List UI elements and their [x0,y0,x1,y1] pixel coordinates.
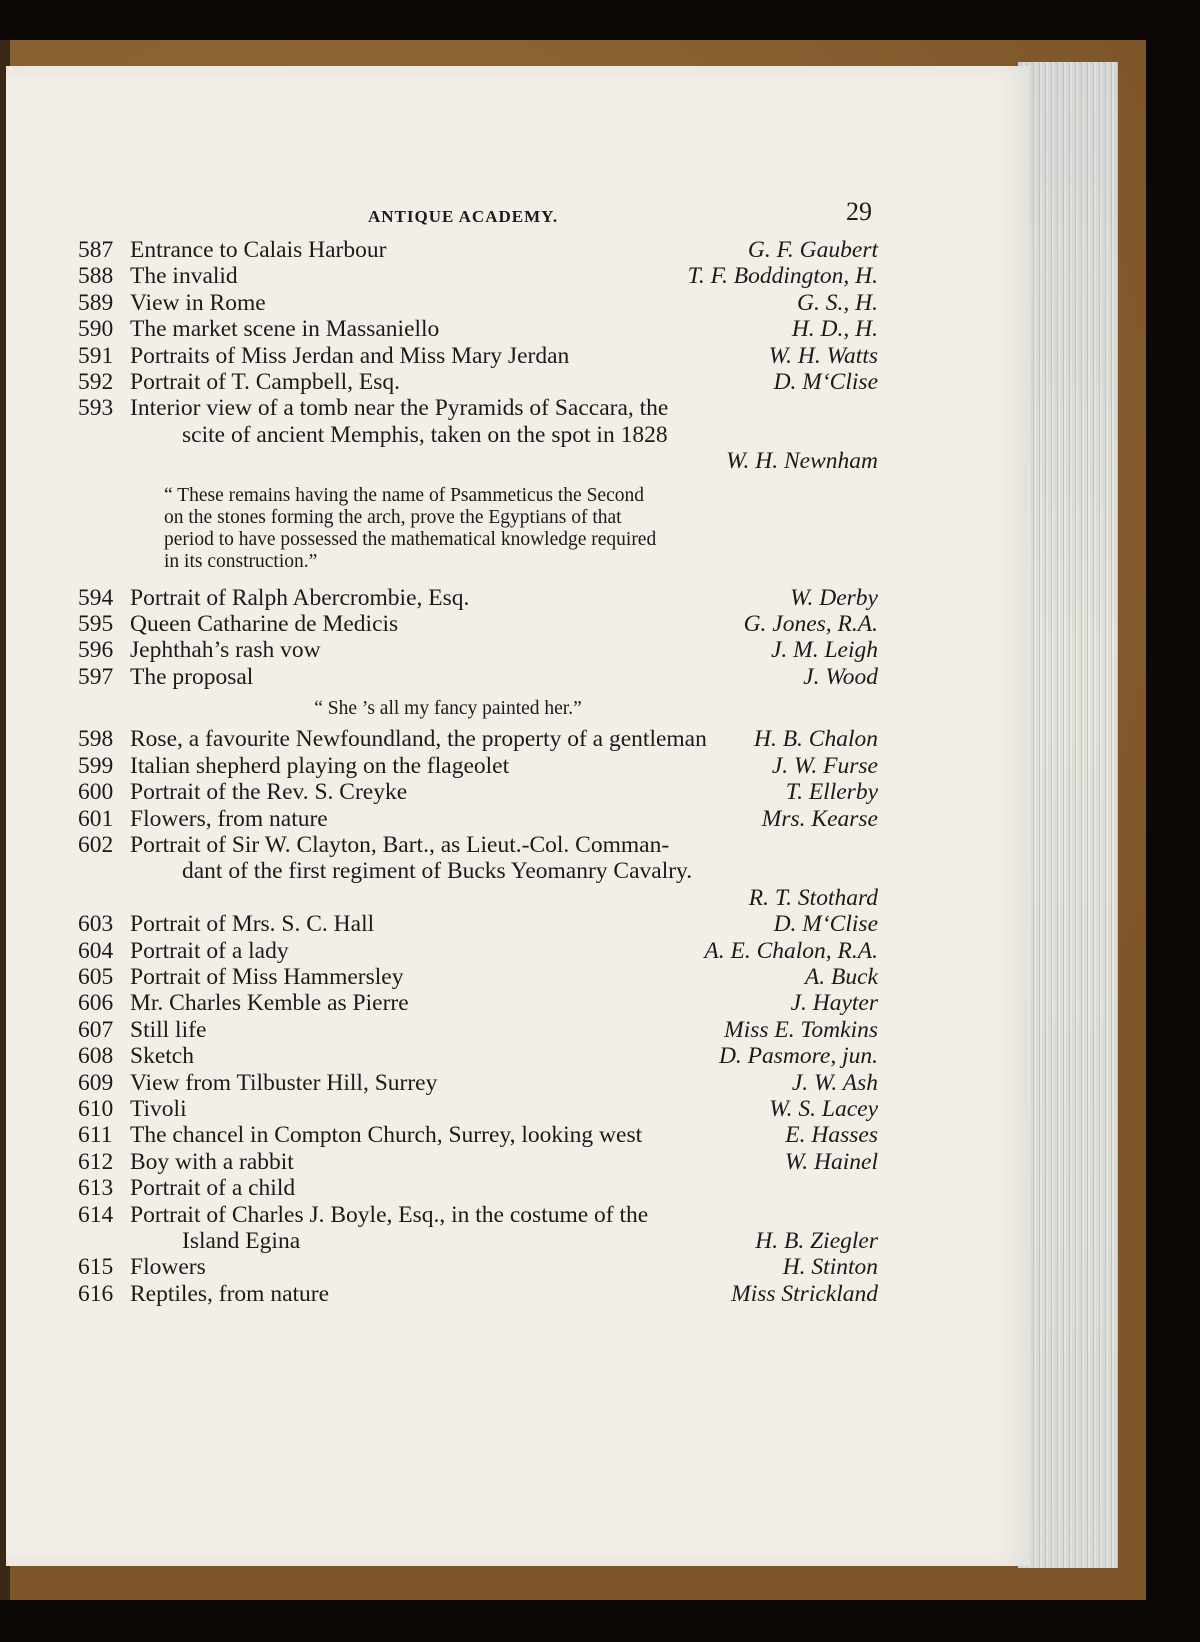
entry-number: 615 [78,1254,114,1281]
entry-artist: W. H. Watts [768,342,878,369]
catalogue-entry [78,369,878,395]
entry-title: Portrait of Ralph Abercrombie, Esq. [130,584,470,611]
entry-line [78,1122,878,1148]
quotation-line: in its construction.” [164,550,318,572]
catalogue-entry [78,395,878,572]
entry-number: 614 [78,1201,114,1228]
entry-quotation: “ She ’s all my fancy painted her.” [314,698,582,720]
entry-title: View in Rome [130,289,266,316]
entry-number: 608 [78,1043,114,1070]
entry-artist: J. Hayter [790,990,878,1017]
entry-line [78,1017,878,1043]
entry-number: 613 [78,1175,114,1202]
entry-quotation [78,485,768,573]
entry-line [78,832,878,858]
entry-line [78,369,878,395]
entry-title: The proposal [130,663,254,690]
catalogue-entry [78,316,878,342]
entry-artist: H. B. Ziegler [755,1227,878,1254]
page-edges [1018,62,1118,1568]
entry-artist: J. Wood [803,663,878,690]
catalogue-entry [78,1122,878,1148]
entry-title: Jephthah’s rash vow [130,637,321,664]
entry-number: 593 [78,395,114,422]
entry-line [78,1175,878,1201]
entry-number: 587 [78,237,114,263]
entry-title: Portrait of T. Campbell, Esq. [130,368,400,395]
quotation-line: “ These remains having the name of Psammeticus the Second [164,484,644,506]
catalogue-entry [78,911,878,937]
entry-line [78,1149,878,1175]
entry-artist-line [78,448,878,474]
entry-line [78,395,878,421]
page-number: 29 [846,197,872,226]
catalogue-entry [78,263,878,289]
entry-number: 598 [78,726,114,753]
catalogue-entry [78,753,878,779]
catalogue-entry [78,726,878,752]
entry-line [78,753,878,779]
entry-number: 601 [78,805,114,832]
catalogue-entry [78,832,878,911]
entry-line [78,263,878,289]
quotation-line: on the stones forming the arch, prove the Egyptians of that [164,506,622,528]
entry-number: 602 [78,832,114,859]
catalogue-entry [78,343,878,369]
catalogue-entry [78,1043,878,1069]
entry-artist: A. Buck [804,964,878,990]
entry-line [78,1254,878,1280]
entry-artist: T. Ellerby [785,779,878,806]
entry-number: 597 [78,663,114,690]
entry-title: Portrait of Miss Hammersley [130,964,404,990]
entry-title: Boy with a rabbit [130,1148,294,1175]
entry-title: Portrait of a lady [130,937,289,964]
catalogue-entry [78,1070,878,1096]
entry-title: Flowers [130,1254,206,1281]
running-head [78,197,878,237]
entry-number: 604 [78,937,114,964]
entry-number: 606 [78,990,114,1017]
entry-number: 600 [78,779,114,806]
entry-number: 605 [78,964,114,990]
entry-line [78,343,878,369]
entry-line [78,585,878,611]
entry-line [78,806,878,832]
entry-title: View from Tilbuster Hill, Surrey [130,1069,438,1096]
entry-title-continuation: dant of the first regiment of Bucks Yeomanry Cavalry. [182,858,693,885]
entry-title-continuation: scite of ancient Memphis, taken on the spot in 1828 [182,421,668,448]
entry-number: 591 [78,342,114,369]
entry-title: Interior view of a tomb near the Pyramids of Saccara, the [130,395,669,422]
catalogue-entry [78,779,878,805]
entry-number: 592 [78,368,114,395]
catalogue-list [78,237,878,1307]
entry-continuation-line [78,858,878,884]
entry-number: 616 [78,1280,114,1307]
entry-number: 588 [78,263,114,290]
catalogue-entry [78,237,878,263]
entry-title: Rose, a favourite Newfoundland, the property of a gentleman [130,726,707,753]
entry-artist: J. W. Ash [791,1069,878,1096]
entry-artist: J. W. Furse [771,752,878,779]
entry-artist: W. S. Lacey [769,1095,878,1122]
entry-line [78,1281,878,1307]
entry-title: Portrait of a child [130,1175,296,1202]
catalogue-entry [78,664,878,723]
catalogue-entry [78,1149,878,1175]
entry-line [78,1070,878,1096]
entry-artist: D. Pasmore, jun. [718,1043,878,1070]
entry-line [78,611,878,637]
entry-artist: J. M. Leigh [770,637,878,664]
entry-title: The chancel in Compton Church, Surrey, looking west [130,1122,643,1149]
entry-artist-line [78,885,878,911]
catalogue-entry [78,806,878,832]
entry-line [78,964,878,990]
page-content [78,197,878,1307]
entry-line [78,316,878,342]
entry-artist: T. F. Boddington, H. [687,263,878,290]
entry-title: Portrait of the Rev. S. Creyke [130,779,408,806]
entry-number: 612 [78,1148,114,1175]
entry-artist: W. Hainel [784,1148,878,1175]
entry-number: 596 [78,637,114,664]
entry-title: Sketch [130,1043,194,1070]
entry-artist: G. S., H. [797,289,878,316]
entry-artist: A. E. Chalon, R.A. [704,937,878,964]
catalogue-entry [78,1281,878,1307]
entry-title: The market scene in Massaniello [130,316,440,343]
entry-title: Flowers, from nature [130,805,328,832]
entry-number: 610 [78,1095,114,1122]
entry-number: 607 [78,1016,114,1043]
catalogue-entry [78,964,878,990]
entry-line [78,911,878,937]
entry-number: 590 [78,316,114,343]
entry-title: Portrait of Charles J. Boyle, Esq., in the costume of the [130,1201,649,1228]
entry-artist: G. Jones, R.A. [743,610,878,637]
catalogue-entry [78,1202,878,1255]
entry-line [78,726,878,752]
entry-artist: Mrs. Kearse [761,805,878,832]
catalogue-entry [78,290,878,316]
entry-line [78,637,878,663]
entry-line [78,1202,878,1228]
entry-line [78,938,878,964]
entry-title: Still life [130,1016,207,1043]
entry-artist: Miss E. Tomkins [724,1016,878,1043]
entry-title: Portrait of Sir W. Clayton, Bart., as Lieut.-Col. Comman- [130,832,670,859]
entry-continuation-line [78,422,878,448]
entry-artist: R. T. Stothard [748,884,878,911]
quotation-line: period to have possessed the mathematical knowledge required [164,528,657,550]
entry-continuation-line [78,1228,878,1254]
entry-title: Queen Catharine de Medicis [130,610,399,637]
catalogue-entry [78,990,878,1016]
running-title: ANTIQUE ACADEMY. [368,207,559,226]
entry-title: Mr. Charles Kemble as Pierre [130,990,409,1017]
entry-line [78,1043,878,1069]
entry-title: Portrait of Mrs. S. C. Hall [130,911,375,938]
entry-line [78,990,878,1016]
entry-artist: W. Derby [790,584,878,611]
entry-number: 595 [78,610,114,637]
entry-number: 603 [78,911,114,938]
entry-line [78,290,878,316]
catalogue-entry [78,585,878,611]
catalogue-entry [78,637,878,663]
entry-artist: D. M‘Clise [773,368,878,395]
entry-artist: H. B. Chalon [753,726,878,753]
entry-artist: H. Stinton [782,1254,878,1281]
entry-number: 599 [78,752,114,779]
entry-artist: G. F. Gaubert [747,237,878,263]
catalogue-entry [78,611,878,637]
entry-line [78,779,878,805]
entry-title: Portraits of Miss Jerdan and Miss Mary Jerdan [130,342,570,369]
entry-artist: D. M‘Clise [773,911,878,938]
entry-number: 609 [78,1069,114,1096]
entry-title: The invalid [130,263,238,290]
entry-artist: H. D., H. [791,316,878,343]
catalogue-entry [78,1017,878,1043]
entry-title: Italian shepherd playing on the flageolet [130,752,510,779]
entry-number: 589 [78,289,114,316]
entry-title: Reptiles, from nature [130,1280,330,1307]
entry-artist: W. H. Newnham [726,448,878,475]
catalogue-entry [78,1254,878,1280]
entry-artist: E. Hasses [785,1122,878,1149]
entry-title: Entrance to Calais Harbour [130,237,387,263]
catalogue-entry [78,938,878,964]
entry-number: 611 [78,1122,113,1149]
entry-line [78,237,878,263]
catalogue-entry [78,1175,878,1201]
entry-line [78,664,878,690]
entry-number: 594 [78,584,114,611]
catalogue-entry [78,1096,878,1122]
entry-artist: Miss Strickland [731,1280,878,1307]
entry-line [78,1096,878,1122]
entry-title-continuation: Island Egina [182,1227,301,1254]
entry-title: Tivoli [130,1095,187,1122]
